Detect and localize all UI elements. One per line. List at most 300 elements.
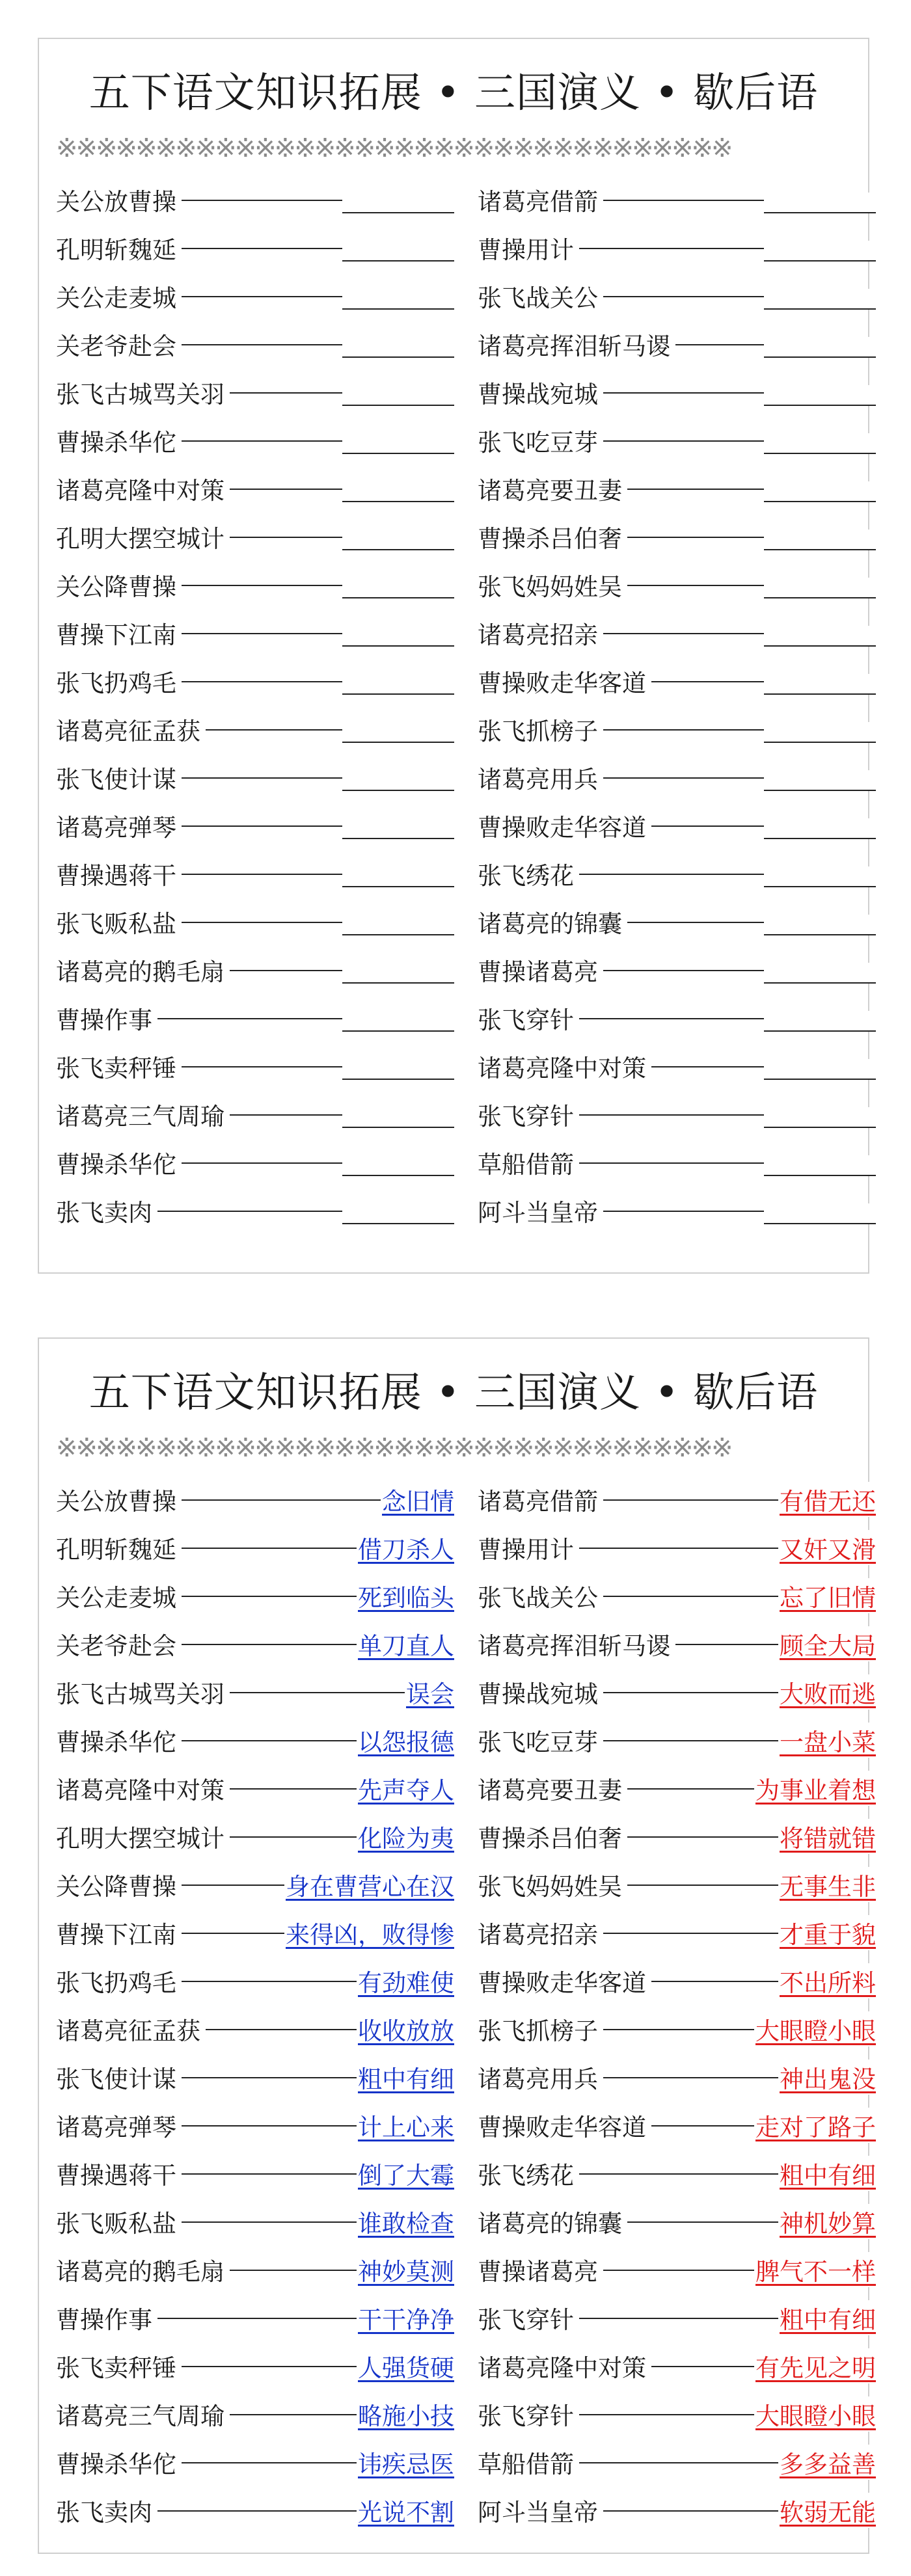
xiehouyu-row [56, 1764, 876, 1812]
xiehouyu-row [56, 176, 851, 224]
phrase-first-part: 曹操杀华佗 [56, 2445, 182, 2480]
phrase-answer: 神出鬼没 [778, 2059, 876, 2095]
answer-title: 五下语文知识拓展 • 三国演义 • 歇后语 [88, 1369, 819, 1416]
phrase-first-part: 曹操败走华容道 [478, 808, 651, 843]
phrase-first-part: 诸葛亮征孟获 [56, 712, 206, 747]
xiehouyu-item-left [56, 1475, 454, 1523]
phrase-first-part: 曹操下江南 [56, 1915, 182, 1950]
phrase-answer: 有劲难使 [357, 1963, 454, 1998]
phrase-answer: 收收放放 [357, 2011, 454, 2046]
xiehouyu-row [56, 1860, 876, 1909]
decorative-divider: ※※※※※※※※※※※※※※※※※※※※※※※※※※※※※※※※※※ [56, 133, 731, 163]
answer-blank[interactable] [342, 481, 454, 502]
answer-blank[interactable] [342, 1011, 454, 1032]
answer-blank[interactable] [764, 818, 876, 839]
xiehouyu-item-right [478, 2197, 876, 2246]
phrase-first-part: 曹操败走华客道 [478, 1963, 651, 1998]
xiehouyu-item-right [478, 1812, 876, 1860]
phrase-answer: 讳疾忌医 [357, 2445, 454, 2480]
answer-blank[interactable] [342, 1203, 454, 1224]
answer-blank[interactable] [342, 289, 454, 310]
answer-blank[interactable] [764, 963, 876, 984]
phrase-first-part: 张飞吃豆芽 [478, 423, 603, 458]
phrase-first-part: 诸葛亮借箭 [478, 182, 603, 217]
xiehouyu-item-right [478, 1138, 876, 1187]
xiehouyu-row [56, 2005, 876, 2053]
xiehouyu-item-left [56, 176, 454, 224]
phrase-first-part: 曹操用计 [478, 1530, 579, 1565]
xiehouyu-row [56, 2342, 876, 2390]
xiehouyu-item-right [478, 272, 876, 320]
phrase-first-part: 张飞穿针 [478, 1000, 579, 1036]
answer-blank[interactable] [764, 1155, 876, 1176]
xiehouyu-item-right [478, 2438, 876, 2486]
phrase-first-part: 诸葛亮挥泪斩马谡 [478, 327, 675, 362]
phrase-first-part: 张飞妈妈姓吴 [478, 567, 627, 602]
phrase-first-part: 诸葛亮要丑妻 [478, 1771, 627, 1806]
phrase-first-part: 诸葛亮三气周瑜 [56, 1097, 230, 1132]
xiehouyu-row [56, 2390, 876, 2438]
xiehouyu-row [56, 1523, 876, 1572]
answer-blank[interactable] [764, 1011, 876, 1032]
worksheet-answer-card [38, 1337, 876, 2554]
xiehouyu-item-left [56, 2294, 454, 2342]
xiehouyu-item-left [56, 464, 454, 513]
phrase-answer: 有借无还 [778, 1482, 876, 1517]
xiehouyu-row [56, 898, 851, 946]
phrase-first-part: 张飞使计谋 [56, 2059, 182, 2095]
phrase-first-part: 孔明斩魏延 [56, 1530, 182, 1565]
phrase-answer: 神机妙算 [778, 2204, 876, 2239]
xiehouyu-item-left [56, 898, 454, 946]
phrase-answer: 为事业着想 [754, 1771, 876, 1806]
phrase-first-part: 诸葛亮隆中对策 [478, 1049, 651, 1084]
xiehouyu-item-left [56, 1860, 454, 1909]
phrase-answer: 倒了大霉 [357, 2156, 454, 2191]
xiehouyu-item-left [56, 850, 454, 898]
phrase-answer: 略施小技 [357, 2396, 454, 2432]
xiehouyu-item-right [478, 609, 876, 657]
phrase-first-part: 孔明斩魏延 [56, 230, 182, 265]
xiehouyu-item-left [56, 2149, 454, 2197]
xiehouyu-item-left [56, 2438, 454, 2486]
phrase-first-part: 诸葛亮用兵 [478, 760, 603, 795]
answer-blank[interactable] [764, 433, 876, 454]
phrase-first-part: 张飞穿针 [478, 2300, 579, 2335]
phrase-first-part: 关老爷赴会 [56, 1626, 182, 1661]
phrase-first-part: 诸葛亮征孟获 [56, 2011, 206, 2046]
phrase-first-part: 关公放曹操 [56, 1482, 182, 1517]
phrase-first-part: 张飞战关公 [478, 278, 603, 314]
xiehouyu-item-left [56, 1716, 454, 1764]
phrase-first-part: 张飞战关公 [478, 1578, 603, 1613]
answer-blank[interactable] [342, 674, 454, 695]
phrase-answer: 死到临头 [357, 1578, 454, 1613]
xiehouyu-item-left [56, 368, 454, 416]
worksheet-title: 五下语文知识拓展 • 三国演义 • 歇后语 [88, 69, 819, 116]
phrase-answer: 一盘小菜 [778, 1723, 876, 1758]
phrase-first-part: 张飞使计谋 [56, 760, 182, 795]
xiehouyu-item-left [56, 1620, 454, 1668]
xiehouyu-item-right [478, 1668, 876, 1716]
xiehouyu-item-right [478, 176, 876, 224]
xiehouyu-item-left [56, 1187, 454, 1235]
xiehouyu-row [56, 2438, 876, 2486]
xiehouyu-item-right [478, 850, 876, 898]
phrase-first-part: 张飞穿针 [478, 1097, 579, 1132]
phrase-first-part: 曹操杀华佗 [56, 1145, 182, 1180]
answer-blank[interactable] [764, 530, 876, 550]
xiehouyu-row [56, 1090, 851, 1138]
xiehouyu-row [56, 2101, 876, 2149]
phrase-answer: 干干净净 [357, 2300, 454, 2335]
answer-blank[interactable] [764, 385, 876, 406]
xiehouyu-item-left [56, 2390, 454, 2438]
answer-blank[interactable] [342, 963, 454, 984]
xiehouyu-row [56, 513, 851, 561]
xiehouyu-item-right [478, 416, 876, 464]
xiehouyu-row [56, 994, 851, 1042]
phrase-first-part: 张飞绣花 [478, 2156, 579, 2191]
xiehouyu-item-right [478, 513, 876, 561]
xiehouyu-row [56, 2246, 876, 2294]
phrase-answer: 脾气不一样 [754, 2252, 876, 2287]
phrase-first-part: 曹操作事 [56, 2300, 157, 2335]
phrase-first-part: 关老爷赴会 [56, 327, 182, 362]
phrase-first-part: 张飞贩私盐 [56, 904, 182, 939]
xiehouyu-row [56, 2149, 876, 2197]
phrase-answer: 来得凶，败得惨 [284, 1915, 454, 1950]
xiehouyu-item-left [56, 272, 454, 320]
answer-blank[interactable] [342, 530, 454, 550]
xiehouyu-item-right [478, 1764, 876, 1812]
phrase-first-part: 张飞吃豆芽 [478, 1723, 603, 1758]
answer-blank[interactable] [764, 289, 876, 310]
phrase-first-part: 曹操杀吕伯奢 [478, 519, 627, 554]
phrase-first-part: 张飞古城骂关羽 [56, 1674, 230, 1710]
answer-blank[interactable] [342, 433, 454, 454]
answer-blank[interactable] [764, 193, 876, 213]
xiehouyu-item-left [56, 561, 454, 609]
xiehouyu-row [56, 1572, 876, 1620]
xiehouyu-row [56, 1668, 876, 1716]
phrase-first-part: 张飞绣花 [478, 856, 579, 891]
answer-blank[interactable] [764, 241, 876, 262]
answer-blank[interactable] [764, 1107, 876, 1128]
phrase-first-part: 关公降曹操 [56, 567, 182, 602]
xiehouyu-row [56, 561, 851, 609]
answer-blank[interactable] [764, 674, 876, 695]
xiehouyu-item-right [478, 1523, 876, 1572]
xiehouyu-item-right [478, 2149, 876, 2197]
phrase-answer: 粗中有细 [357, 2059, 454, 2095]
phrase-first-part: 关公放曹操 [56, 182, 182, 217]
phrase-answer: 误会 [405, 1674, 454, 1710]
phrase-answer: 将错就错 [778, 1819, 876, 1854]
xiehouyu-item-left [56, 224, 454, 272]
xiehouyu-item-right [478, 1187, 876, 1235]
answer-blank[interactable] [764, 626, 876, 647]
xiehouyu-item-right [478, 2101, 876, 2149]
xiehouyu-row [56, 609, 851, 657]
xiehouyu-row [56, 1909, 876, 1957]
answer-blank[interactable] [342, 241, 454, 262]
xiehouyu-item-right [478, 898, 876, 946]
phrase-answer: 计上心来 [357, 2108, 454, 2143]
phrase-first-part: 关公走麦城 [56, 278, 182, 314]
phrase-first-part: 曹操战宛城 [478, 375, 603, 410]
phrase-answer: 顾全大局 [778, 1626, 876, 1661]
phrase-first-part: 诸葛亮的锦囊 [478, 2204, 627, 2239]
phrase-first-part: 诸葛亮的鹅毛扇 [56, 952, 230, 987]
xiehouyu-row [56, 368, 851, 416]
xiehouyu-item-right [478, 320, 876, 368]
phrase-first-part: 曹操杀华佗 [56, 1723, 182, 1758]
answer-grid [56, 1475, 876, 2534]
phrase-first-part: 曹操战宛城 [478, 1674, 603, 1710]
phrase-answer: 多多益善 [778, 2445, 876, 2480]
xiehouyu-item-left [56, 2342, 454, 2390]
phrase-answer: 人强货硬 [357, 2348, 454, 2383]
answer-blank[interactable] [764, 722, 876, 743]
xiehouyu-item-right [478, 1475, 876, 1523]
xiehouyu-item-left [56, 2005, 454, 2053]
xiehouyu-item-left [56, 705, 454, 753]
xiehouyu-item-right [478, 1572, 876, 1620]
answer-blank[interactable] [764, 1059, 876, 1080]
xiehouyu-item-left [56, 2197, 454, 2246]
xiehouyu-item-left [56, 2246, 454, 2294]
phrase-answer: 走对了路子 [754, 2108, 876, 2143]
xiehouyu-item-left [56, 1523, 454, 1572]
xiehouyu-item-right [478, 2005, 876, 2053]
xiehouyu-row [56, 2486, 876, 2534]
xiehouyu-row [56, 2197, 876, 2246]
answer-blank[interactable] [764, 770, 876, 791]
answer-blank[interactable] [342, 818, 454, 839]
phrase-first-part: 诸葛亮招亲 [478, 615, 603, 651]
xiehouyu-item-right [478, 753, 876, 801]
phrase-first-part: 诸葛亮隆中对策 [478, 2348, 651, 2383]
xiehouyu-row [56, 1475, 876, 1523]
xiehouyu-item-left [56, 946, 454, 994]
phrase-first-part: 草船借箭 [478, 1145, 579, 1180]
phrase-answer: 念旧情 [381, 1482, 454, 1517]
phrase-answer: 谁敢检查 [357, 2204, 454, 2239]
phrase-answer: 忘了旧情 [778, 1578, 876, 1613]
xiehouyu-row [56, 224, 851, 272]
answer-blank[interactable] [764, 1203, 876, 1224]
xiehouyu-item-right [478, 561, 876, 609]
blank-grid [56, 176, 851, 1235]
xiehouyu-row [56, 946, 851, 994]
phrase-first-part: 诸葛亮隆中对策 [56, 1771, 230, 1806]
xiehouyu-item-left [56, 609, 454, 657]
worksheet-blank-card [38, 38, 869, 1274]
phrase-first-part: 张飞穿针 [478, 2396, 579, 2432]
xiehouyu-item-right [478, 1620, 876, 1668]
xiehouyu-item-left [56, 753, 454, 801]
xiehouyu-item-left [56, 1138, 454, 1187]
phrase-answer: 有先见之明 [754, 2348, 876, 2383]
xiehouyu-row [56, 464, 851, 513]
phrase-first-part: 关公降曹操 [56, 1867, 182, 1902]
answer-blank[interactable] [764, 578, 876, 598]
xiehouyu-item-right [478, 368, 876, 416]
xiehouyu-item-left [56, 1090, 454, 1138]
xiehouyu-item-left [56, 2053, 454, 2101]
phrase-first-part: 张飞卖肉 [56, 2493, 157, 2528]
phrase-first-part: 诸葛亮招亲 [478, 1915, 603, 1950]
phrase-first-part: 曹操败走华容道 [478, 2108, 651, 2143]
xiehouyu-row [56, 1042, 851, 1090]
xiehouyu-row [56, 320, 851, 368]
xiehouyu-item-right [478, 2486, 876, 2534]
phrase-answer: 借刀杀人 [357, 1530, 454, 1565]
answer-blank[interactable] [764, 337, 876, 358]
xiehouyu-item-right [478, 1860, 876, 1909]
phrase-first-part: 曹操下江南 [56, 615, 182, 651]
answer-blank[interactable] [764, 866, 876, 887]
xiehouyu-item-left [56, 801, 454, 850]
answer-blank[interactable] [764, 481, 876, 502]
phrase-answer: 大眼瞪小眼 [754, 2011, 876, 2046]
phrase-answer: 先声夺人 [357, 1771, 454, 1806]
xiehouyu-item-right [478, 946, 876, 994]
phrase-answer: 粗中有细 [778, 2300, 876, 2335]
phrase-answer: 才重于貌 [778, 1915, 876, 1950]
answer-blank[interactable] [342, 722, 454, 743]
xiehouyu-item-left [56, 2101, 454, 2149]
xiehouyu-item-right [478, 2294, 876, 2342]
phrase-first-part: 曹操败走华客道 [478, 664, 651, 699]
answer-blank[interactable] [342, 866, 454, 887]
xiehouyu-item-left [56, 416, 454, 464]
phrase-answer: 神妙莫测 [357, 2252, 454, 2287]
xiehouyu-row [56, 1812, 876, 1860]
phrase-answer: 光说不割 [357, 2493, 454, 2528]
xiehouyu-row [56, 753, 851, 801]
xiehouyu-item-left [56, 657, 454, 705]
xiehouyu-row [56, 272, 851, 320]
phrase-first-part: 曹操杀华佗 [56, 423, 182, 458]
phrase-first-part: 张飞抓榜子 [478, 712, 603, 747]
answer-blank[interactable] [342, 1107, 454, 1128]
phrase-first-part: 曹操诸葛亮 [478, 952, 603, 987]
phrase-first-part: 曹操遇蒋干 [56, 2156, 182, 2191]
phrase-answer: 身在曹营心在汉 [284, 1867, 454, 1902]
phrase-first-part: 张飞扔鸡毛 [56, 664, 182, 699]
xiehouyu-row [56, 2294, 876, 2342]
phrase-first-part: 张飞扔鸡毛 [56, 1963, 182, 1998]
phrase-answer: 以怨报德 [357, 1723, 454, 1758]
answer-blank[interactable] [342, 1155, 454, 1176]
phrase-answer: 软弱无能 [778, 2493, 876, 2528]
phrase-answer: 粗中有细 [778, 2156, 876, 2191]
phrase-first-part: 诸葛亮弹琴 [56, 2108, 182, 2143]
phrase-answer: 大败而逃 [778, 1674, 876, 1710]
xiehouyu-item-right [478, 657, 876, 705]
answer-blank[interactable] [342, 193, 454, 213]
answer-blank[interactable] [342, 626, 454, 647]
xiehouyu-item-right [478, 464, 876, 513]
xiehouyu-item-left [56, 1957, 454, 2005]
xiehouyu-item-left [56, 1668, 454, 1716]
xiehouyu-item-left [56, 1909, 454, 1957]
answer-blank[interactable] [342, 385, 454, 406]
xiehouyu-item-left [56, 320, 454, 368]
xiehouyu-row [56, 1957, 876, 2005]
xiehouyu-item-right [478, 2390, 876, 2438]
xiehouyu-item-right [478, 994, 876, 1042]
xiehouyu-row [56, 2053, 876, 2101]
phrase-first-part: 曹操遇蒋干 [56, 856, 182, 891]
xiehouyu-item-right [478, 1090, 876, 1138]
xiehouyu-item-left [56, 513, 454, 561]
answer-blank[interactable] [764, 915, 876, 935]
phrase-answer: 大眼瞪小眼 [754, 2396, 876, 2432]
answer-blank[interactable] [342, 770, 454, 791]
phrase-first-part: 张飞卖秤锤 [56, 1049, 182, 1084]
xiehouyu-row [56, 657, 851, 705]
xiehouyu-item-right [478, 2053, 876, 2101]
phrase-first-part: 孔明大摆空城计 [56, 519, 230, 554]
xiehouyu-item-left [56, 1042, 454, 1090]
xiehouyu-row [56, 705, 851, 753]
phrase-first-part: 诸葛亮的鹅毛扇 [56, 2252, 230, 2287]
phrase-first-part: 曹操用计 [478, 230, 579, 265]
phrase-first-part: 诸葛亮隆中对策 [56, 471, 230, 506]
phrase-first-part: 关公走麦城 [56, 1578, 182, 1613]
phrase-first-part: 阿斗当皇帝 [478, 1193, 603, 1228]
xiehouyu-item-right [478, 705, 876, 753]
xiehouyu-item-left [56, 2486, 454, 2534]
answer-blank[interactable] [342, 337, 454, 358]
answer-blank[interactable] [342, 578, 454, 598]
phrase-first-part: 张飞卖肉 [56, 1193, 157, 1228]
phrase-first-part: 诸葛亮借箭 [478, 1482, 603, 1517]
phrase-first-part: 诸葛亮用兵 [478, 2059, 603, 2095]
phrase-first-part: 诸葛亮要丑妻 [478, 471, 627, 506]
phrase-first-part: 草船借箭 [478, 2445, 579, 2480]
phrase-answer: 又奸又滑 [778, 1530, 876, 1565]
xiehouyu-item-right [478, 2246, 876, 2294]
answer-blank[interactable] [342, 915, 454, 935]
phrase-first-part: 张飞古城骂关羽 [56, 375, 230, 410]
phrase-first-part: 诸葛亮挥泪斩马谡 [478, 1626, 675, 1661]
phrase-answer: 无事生非 [778, 1867, 876, 1902]
phrase-first-part: 张飞抓榜子 [478, 2011, 603, 2046]
xiehouyu-row [56, 1716, 876, 1764]
xiehouyu-row [56, 850, 851, 898]
xiehouyu-item-right [478, 1909, 876, 1957]
xiehouyu-row [56, 801, 851, 850]
phrase-first-part: 曹操作事 [56, 1000, 157, 1036]
phrase-first-part: 孔明大摆空城计 [56, 1819, 230, 1854]
xiehouyu-item-right [478, 2342, 876, 2390]
phrase-first-part: 曹操杀吕伯奢 [478, 1819, 627, 1854]
xiehouyu-row [56, 1138, 851, 1187]
phrase-first-part: 张飞卖秤锤 [56, 2348, 182, 2383]
answer-blank[interactable] [342, 1059, 454, 1080]
xiehouyu-item-right [478, 1716, 876, 1764]
phrase-answer: 单刀直人 [357, 1626, 454, 1661]
xiehouyu-row [56, 1620, 876, 1668]
phrase-first-part: 张飞妈妈姓吴 [478, 1867, 627, 1902]
phrase-first-part: 诸葛亮的锦囊 [478, 904, 627, 939]
xiehouyu-row [56, 1187, 851, 1235]
xiehouyu-item-left [56, 1764, 454, 1812]
